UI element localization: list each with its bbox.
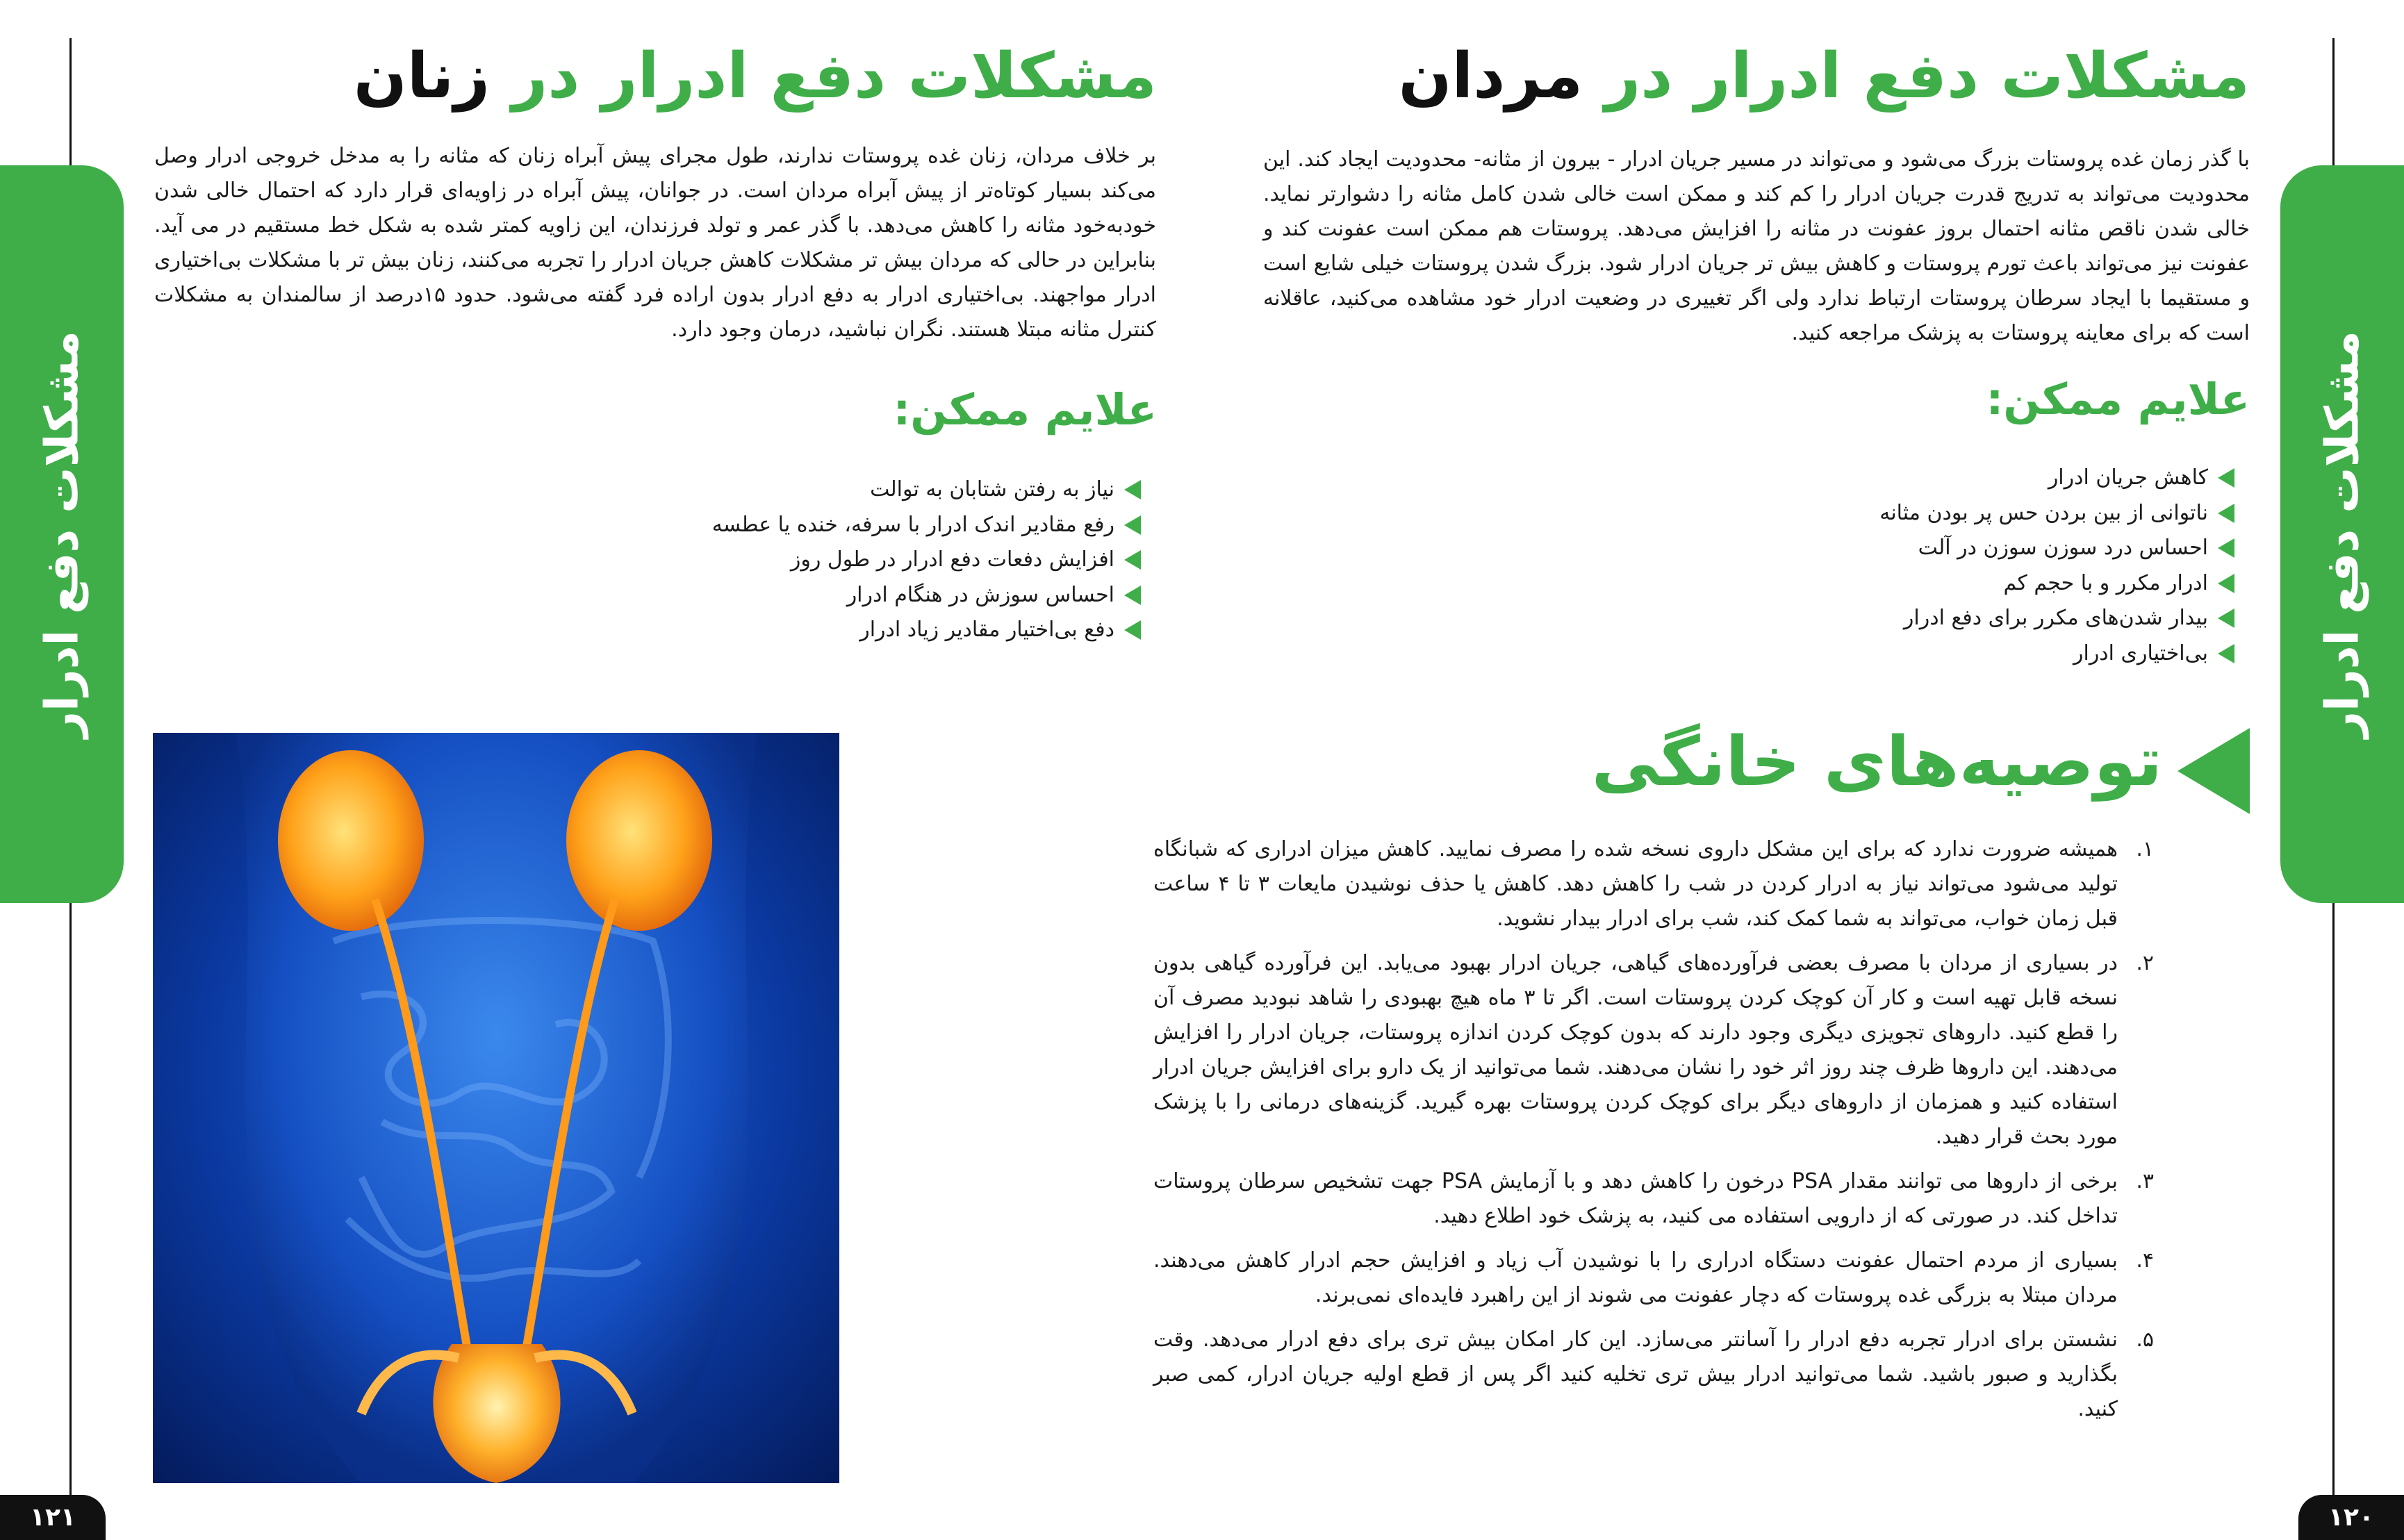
left-kidney-shape [566,750,712,931]
right-symptoms-heading: علایم ممکن: [1986,374,2250,424]
list-item: بیدار شدن‌های مکرر برای دفع ادرار [1879,601,2234,636]
urinary-tract-illustration [153,733,839,1483]
list-item: بی‌اختیاری ادرار [1879,636,2234,672]
triangle-bullet-icon [2218,468,2234,488]
list-item: ۲. در بسیاری از مردان با مصرف بعضی فرآورده‌های گیاهی، جریان ادرار بهبود می‌یابد. این فرآورده گیاهی بدون نسخه قابل تهیه است و کار آن کوچک کردن پروستات است. اگر تا ۳ ماه هیچ بهبودی را شاهد نبودید مصرف آن را قطع کنید. داروهای تجویزی دیگری وجود دارند که بدون کوچک کردن اندازه پروستات، جریان ادرار را افزایش می‌دهند. این داروها ظرف چند روز اثر خود را نشان می‌دهند. شما می‌توانید از یک دارو برای افزایش جریان ادرار استفاده کنید و همزمان از داروهای دیگر برای کوچک کردن پروستات بهره گیرید. گزینه‌های درمانی را با پزشک مورد بحث قرار دهید. [1153,951,2154,1149]
list-item: احساس درد سوزن سوزن در آلت [1879,531,2234,566]
list-item: ناتوانی از بین بردن حس پر بودن مثانه [1879,496,2234,531]
list-item: کاهش جریان ادرار [1879,461,2234,496]
triangle-bullet-icon [2218,574,2234,593]
right-symptoms-list [1879,461,2234,671]
triangle-bullet-icon [1124,550,1141,570]
left-symptoms-heading: علایم ممکن: [893,384,1157,435]
triangle-bullet-icon [2218,504,2234,523]
triangle-bullet-icon [1124,480,1141,499]
right-title-dark: مردان [1398,40,1583,113]
right-intro-paragraph: با گذر زمان غده پروستات بزرگ می‌شود و می‌تواند در مسیر جریان ادرار - بیرون از مثانه- محدودیت ایجاد کند. این محدودیت می‌تواند به تدریج قدرت جریان ادرار را کم کند و ممکن است خالی شدن کامل مثانه را دشوارتر نماید. خالی شدن ناقص مثانه احتمال بروز عفونت در مثانه را افزایش می‌دهد. پروستات هم ممکن است عفونت کند و عفونت نیز می‌تواند باعث تورم پروستات و کاهش بیش تر جریان ادرار شود. بزرگ شدن پروستات خیلی شایع است و مستقیما با ایجاد سرطان پروستات ارتباط ندارد ولی اگر تغییری در وضعیت ادرار خود مشاهده می‌کنید، عاقلانه است که برای معاینه پروستات به پزشک مراجعه کنید. [1263,147,2250,345]
triangle-bullet-icon [1124,515,1141,535]
list-item: ادرار مکرر و با حجم کم [1879,566,2234,602]
recommendations-triangle-icon [2177,728,2250,814]
side-tab-right [2280,165,2404,903]
left-title-green: مشکلات دفع ادرار در [511,40,1157,113]
side-tab-left [0,165,124,903]
list-item: رفع مقادیر اندک ادرار با سرفه، خنده یا عطسه [712,508,1141,543]
list-item: افزایش دفعات دفع ادرار در طول روز [712,543,1141,578]
right-page-title [1398,40,2250,113]
recommendations-list [1153,832,2154,1436]
list-item: ۳. برخی از داروها می توانند مقدار PSA درخون را کاهش دهد و با آزمایش PSA جهت تشخیص سرطان پروستات تداخل کند. در صورتی که از دارویی استفاده می کنید، به پزشک خود اطلاع دهید. [1153,1169,2154,1228]
right-title-green: مشکلات دفع ادرار در [1604,40,2250,113]
anatomy-image [153,733,839,1483]
left-page-title [353,40,1157,113]
list-item: ۱. همیشه ضرورت ندارد که برای این مشکل داروی نسخه شده را مصرف نمایید. کاهش میزان ادراری که شبانگاه تولید می‌شود می‌تواند نیاز به ادرار کردن در شب را کاهش دهد. کاهش یا حذف نوشیدن مایعات ۳ تا ۴ ساعت قبل زمان خواب، می‌تواند به شما کمک کند، شب برای ادرار بیدار نشوید. [1153,837,2154,931]
list-item: نیاز به رفتن شتابان به توالت [712,472,1141,508]
side-tab-right-label: مشکلات دفع ادرار [2315,330,2369,738]
page-number-left: ۱۲۱ [0,1495,106,1540]
list-item: ۴. بسیاری از مردم احتمال عفونت دستگاه ادراری را با نوشیدن آب زیاد و افزایش حجم ادرار کاهش می‌دهند. مردان مبتلا به بزرگی غده پروستات که دچار عفونت می شوند از این راهبرد فایده‌ای نمی‌برند. [1153,1248,2154,1307]
left-title-dark: زنان [353,40,491,113]
page-number-right: ۱۲۰ [2298,1495,2404,1540]
triangle-bullet-icon [2218,608,2234,628]
list-item: احساس سوزش در هنگام ادرار [712,578,1141,613]
list-item: ۵. نشستن برای ادرار تجربه دفع ادرار را آسانتر می‌سازد. این کار امکان بیش تری برای دفع ادرار می‌دهد. وقت بگذارید و صبور باشید. شما می‌توانید ادرار بیش تری تخلیه کنید اگر پس از قطع اولیه جریان ادرار، کمی صبر کنید. [1153,1327,2154,1421]
triangle-bullet-icon [2218,644,2234,663]
triangle-bullet-icon [2218,538,2234,558]
left-symptoms-list [712,472,1141,648]
side-tab-left-label: مشکلات دفع ادرار [35,330,89,738]
triangle-bullet-icon [1124,586,1141,605]
left-intro-paragraph: بر خلاف مردان، زنان غده پروستات ندارند، طول مجرای پیش آبراه زنان که مثانه را به مدخل خروجی ادرار وصل می‌کند بسیار کوتاه‌تر از پیش آبراه مردان است. در جوانان، پیش آبراه در زاویه‌ای قرار دارد که احتمال خالی شدن خودبه‌خود مثانه را کاهش می‌دهد. با گذر عمر و تولد فرزندان، این زاویه کمتر شده به شکل خط مستقیم در می آید. بنابراین در حالی که مردان بیش تر مشکلات کاهش جریان ادرار را تجربه می‌کنند، زنان بیش تر با مشکلات بی‌اختیاری ادرار مواجهند. بی‌اختیاری ادرار به دفع ادرار بدون اراده فرد گفته می‌شود. حدود ۱۵درصد از سالمندان به مشکلات کنترل مثانه مبتلا هستند. نگران نباشید، درمان وجود دارد. [154,144,1157,342]
triangle-bullet-icon [1124,620,1141,640]
list-item: دفع بی‌اختیار مقادیر زیاد ادرار [712,613,1141,648]
recommendations-heading: توصیه‌های خانگی [1591,722,2162,802]
right-kidney-shape [278,750,424,931]
